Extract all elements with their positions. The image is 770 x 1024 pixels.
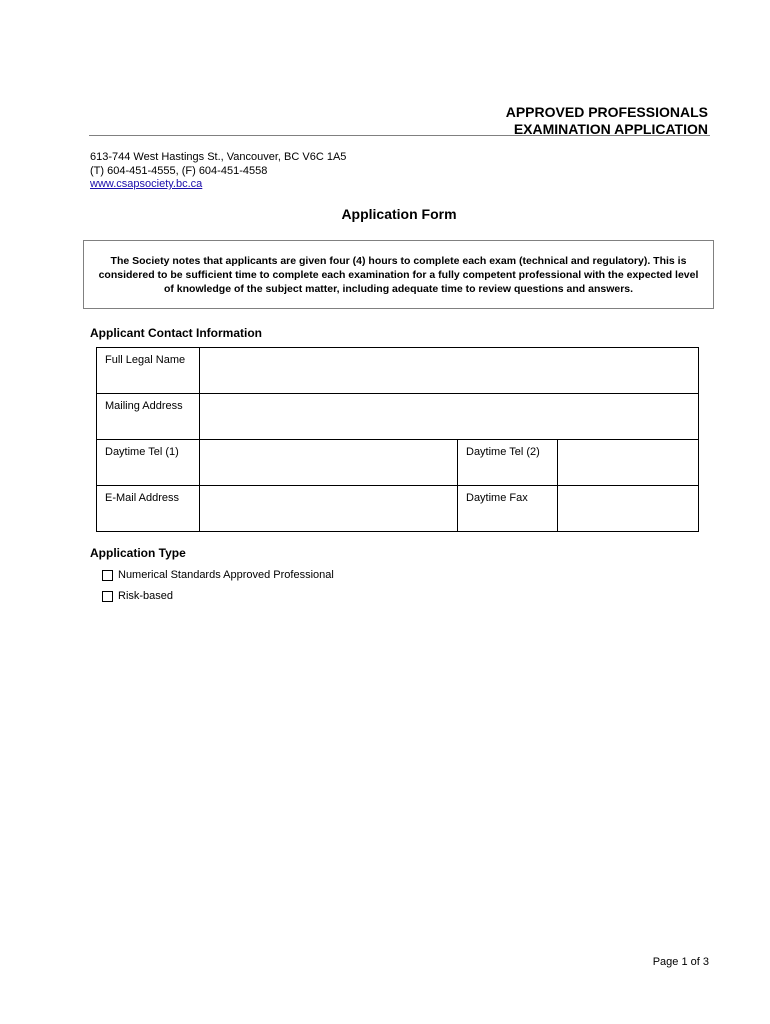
contact-section-heading: Applicant Contact Information	[90, 326, 262, 340]
document-title	[506, 104, 708, 138]
option-risk-based[interactable]	[102, 590, 173, 602]
table-row	[97, 348, 699, 394]
organization-address	[90, 151, 346, 192]
daytime-fax-label: Daytime Fax	[458, 486, 558, 532]
daytime-tel-1-label: Daytime Tel (1)	[97, 440, 200, 486]
table-row	[97, 440, 699, 486]
contact-information-table	[96, 347, 699, 532]
email-address-label: E-Mail Address	[97, 486, 200, 532]
option-numerical-standards[interactable]	[102, 569, 334, 581]
document-title-line-1: APPROVED PROFESSIONALS	[505, 104, 708, 120]
full-legal-name-label: Full Legal Name	[97, 348, 200, 394]
header-divider	[89, 135, 710, 136]
daytime-tel-2-label: Daytime Tel (2)	[458, 440, 558, 486]
option-label: Risk-based	[118, 590, 174, 602]
notice-text: The Society notes that applicants are given four (4) hours to complete each exam (technical and regulatory). This is considered to be sufficient time to complete each examination for a fully competent professional with the expected level of knowledge of the subject matter, including adequate time to review questions and answers.	[98, 254, 699, 295]
mailing-address-field[interactable]	[200, 394, 699, 440]
phone-fax-numbers: (T) 604-451-4555, (F) 604-451-4558	[90, 164, 268, 177]
table-row	[97, 394, 699, 440]
application-type-heading: Application Type	[90, 546, 186, 560]
full-legal-name-field[interactable]	[200, 348, 699, 394]
daytime-tel-1-field[interactable]	[200, 440, 458, 486]
street-address: 613-744 West Hastings St., Vancouver, BC V6C 1A5	[90, 151, 347, 163]
table-row	[97, 486, 699, 532]
page-number: Page 1 of 3	[652, 956, 709, 968]
option-label: Numerical Standards Approved Professional	[118, 569, 334, 581]
form-title: Application Form	[341, 206, 457, 222]
website-link[interactable]: www.csapsociety.bc.ca	[90, 178, 203, 190]
exam-time-notice	[83, 240, 714, 309]
daytime-fax-field[interactable]	[558, 486, 699, 532]
daytime-tel-2-field[interactable]	[558, 440, 699, 486]
email-address-field[interactable]	[200, 486, 458, 532]
mailing-address-label: Mailing Address	[97, 394, 200, 440]
checkbox-risk-based[interactable]	[102, 591, 113, 602]
document-title-line-2: EXAMINATION APPLICATION	[513, 121, 708, 137]
checkbox-numerical-standards[interactable]	[102, 570, 113, 581]
